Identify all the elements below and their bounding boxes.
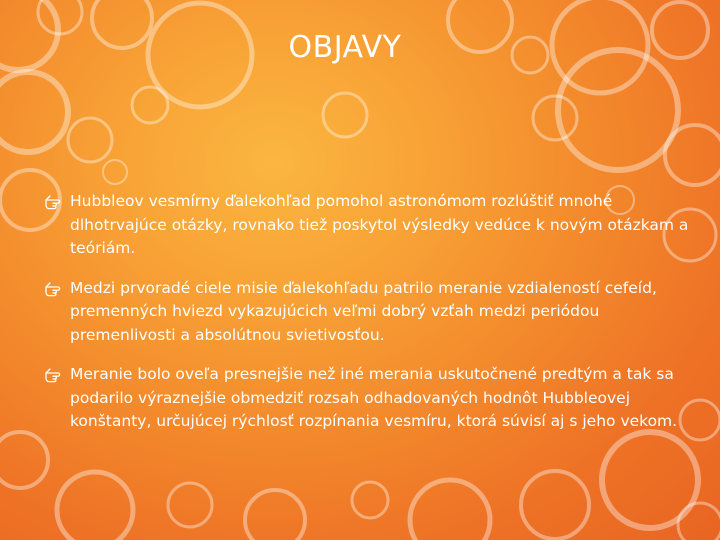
bullet-item	[44, 363, 694, 434]
hand-pointing-icon	[44, 366, 64, 384]
bullet-item	[44, 277, 694, 348]
bullet-text: Meranie bolo oveľa presnejšie než iné merania uskutočnené predtým a tak sa podarilo výraznejšie obmedziť rozsah odhadovaných hodnôt Hubbleovej konštanty, určujúcej rýchlosť rozpínania vesmíru, ktorá súvisí aj s jeho vekom.	[70, 365, 678, 430]
bullet-list	[44, 190, 694, 450]
bullet-text: Hubbleov vesmírny ďalekohľad pomohol astronómom rozlúštiť mnohé dlhotrvajúce otázky, rovnako tiež poskytol výsledky vedúce k novým otázkam a teóriám.	[70, 192, 689, 257]
slide-title: OBJAVY	[288, 30, 402, 65]
bullet-text: Medzi prvoradé ciele misie ďalekohľadu patrilo meranie vzdialeností cefeíd, premenných hviezd vykazujúcich veľmi dobrý vzťah medzi periódou premenlivosti a absolútnou svietivosťou.	[70, 278, 657, 344]
hand-pointing-icon	[44, 193, 64, 211]
bullet-item	[44, 190, 694, 261]
hand-pointing-icon	[44, 280, 64, 298]
